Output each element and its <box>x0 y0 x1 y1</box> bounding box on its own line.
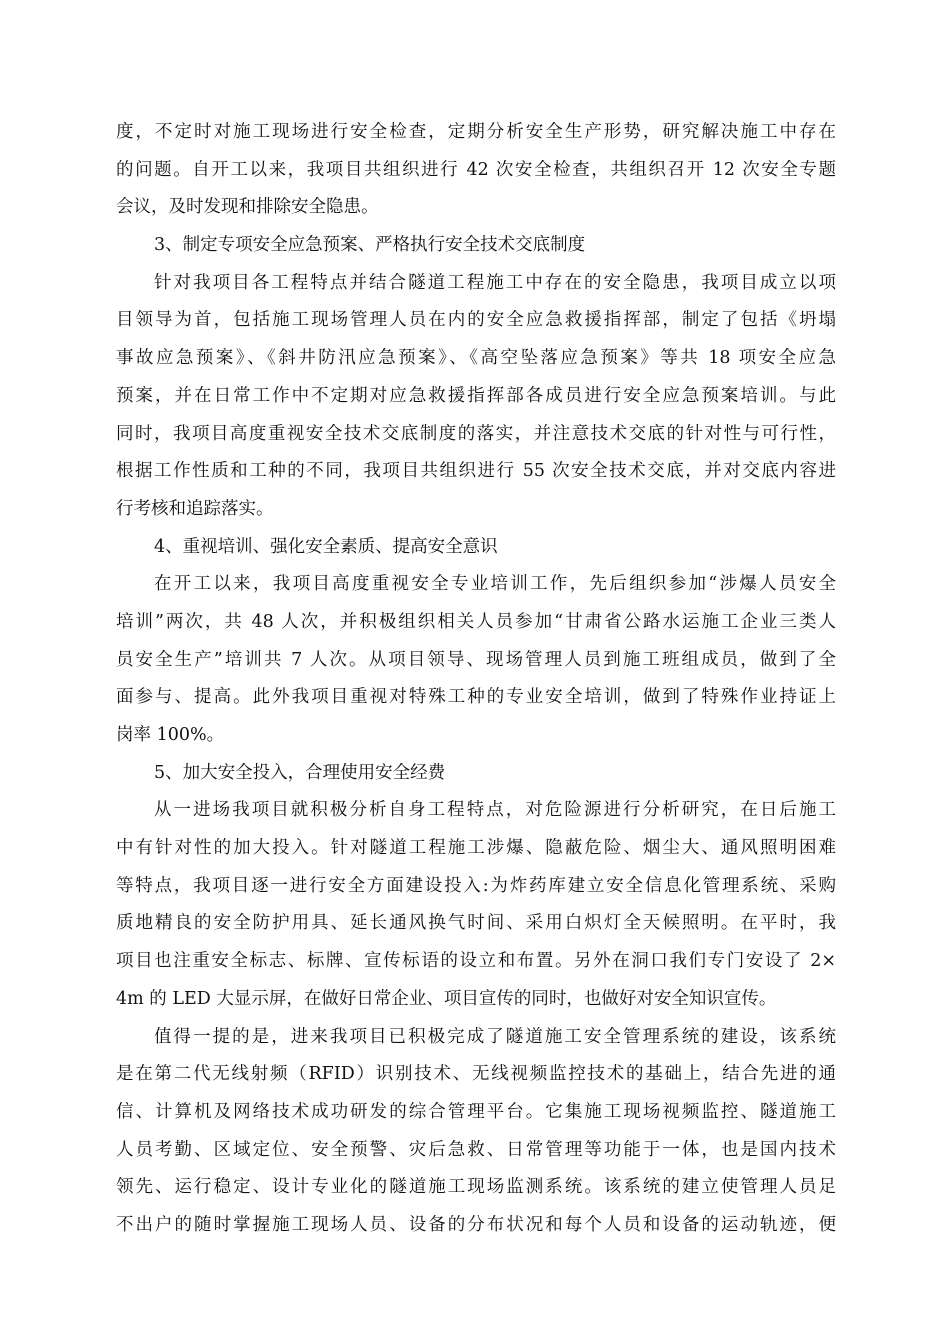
paragraph-line: 行考核和追踪落实。 <box>116 498 274 519</box>
paragraph-line: 岗率 100%。 <box>116 725 225 745</box>
paragraph-line: 不出户的随时掌握施工现场人员、设备的分布状况和每个人员和设备的运动轨迹，便 <box>116 1214 836 1235</box>
paragraph-line: 信、计算机及网络技术成功研发的综合管理平台。它集施工现场视频监控、隧道施工 <box>116 1101 836 1122</box>
paragraph-line: 事故应急预案》、《斜井防汛应急预案》、《高空坠落应急预案》等共 18 项安全应急 <box>116 348 836 369</box>
paragraph-line: 值得一提的是，进来我项目已积极完成了隧道施工安全管理系统的建设，该系统 <box>154 1026 836 1047</box>
section-heading: 3、制定专项安全应急预案、严格执行安全技术交底制度 <box>154 235 586 256</box>
paragraph-line: 从一进场我项目就积极分析自身工程特点，对危险源进行分析研究，在日后施工 <box>154 800 836 821</box>
paragraph-line: 针对我项目各工程特点并结合隧道工程施工中存在的安全隐患，我项目成立以项 <box>154 272 836 293</box>
paragraph-line: 度，不定时对施工现场进行安全检查，定期分析安全生产形势，研究解决施工中存在 <box>116 122 836 142</box>
paragraph-line: 员安全生产”培训共 7 人次。从项目领导、现场管理人员到施工班组成员，做到了全 <box>116 649 836 670</box>
paragraph-line: 在开工以来，我项目高度重视安全专业培训工作，先后组织参加“涉爆人员安全 <box>154 574 836 595</box>
document-body <box>116 114 836 1245</box>
paragraph-line: 项目也注重安全标志、标牌、宣传标语的设立和布置。另外在洞口我们专门安设了 2× <box>116 951 836 972</box>
paragraph-line: 人员考勤、区域定位、安全预警、灾后急救、日常管理等功能于一体，也是国内技术 <box>116 1139 836 1160</box>
paragraph-line: 4m 的 LED 大显示屏，在做好日常企业、项目宣传的同时，也做好对安全知识宣传。 <box>116 988 777 1009</box>
paragraph-line: 的问题。自开工以来，我项目共组织进行 42 次安全检查，共组织召开 12 次安全专题 <box>116 159 836 180</box>
paragraph-line: 是在第二代无线射频（RFID）识别技术、无线视频监控技术的基础上，结合先进的通 <box>116 1064 836 1085</box>
paragraph-line: 预案，并在日常工作中不定期对应急救援指挥部各成员进行安全应急预案培训。与此 <box>116 385 836 406</box>
paragraph-line: 质地精良的安全防护用具、延长通风换气时间、采用白炽灯全天候照明。在平时，我 <box>116 913 836 934</box>
paragraph-line: 领先、运行稳定、设计专业化的隧道施工现场监测系统。该系统的建立使管理人员足 <box>116 1177 836 1198</box>
paragraph-line: 等特点，我项目逐一进行安全方面建设投入:为炸药库建立安全信息化管理系统、采购 <box>116 875 836 896</box>
paragraph-line: 根据工作性质和工种的不同，我项目共组织进行 55 次安全技术交底，并对交底内容进 <box>116 461 836 482</box>
paragraph-line: 目领导为首，包括施工现场管理人员在内的安全应急救援指挥部，制定了包括《坍塌 <box>116 310 836 331</box>
paragraph-line: 中有针对性的加大投入。针对隧道工程施工涉爆、隐蔽危险、烟尘大、通风照明困难 <box>116 838 836 859</box>
section-heading: 5、加大安全投入，合理使用安全经费 <box>154 762 446 783</box>
paragraph-line: 会议，及时发现和排除安全隐患。 <box>116 197 379 218</box>
paragraph-line: 面参与、提高。此外我项目重视对特殊工种的专业安全培训，做到了特殊作业持证上 <box>116 687 836 708</box>
paragraph-line: 同时，我项目高度重视安全技术交底制度的落实，并注意技术交底的针对性与可行性， <box>116 423 836 444</box>
section-heading: 4、重视培训、强化安全素质、提高安全意识 <box>154 536 498 557</box>
paragraph-line: 培训”两次，共 48 人次，并积极组织相关人员参加“甘肃省公路水运施工企业三类人 <box>116 611 836 632</box>
